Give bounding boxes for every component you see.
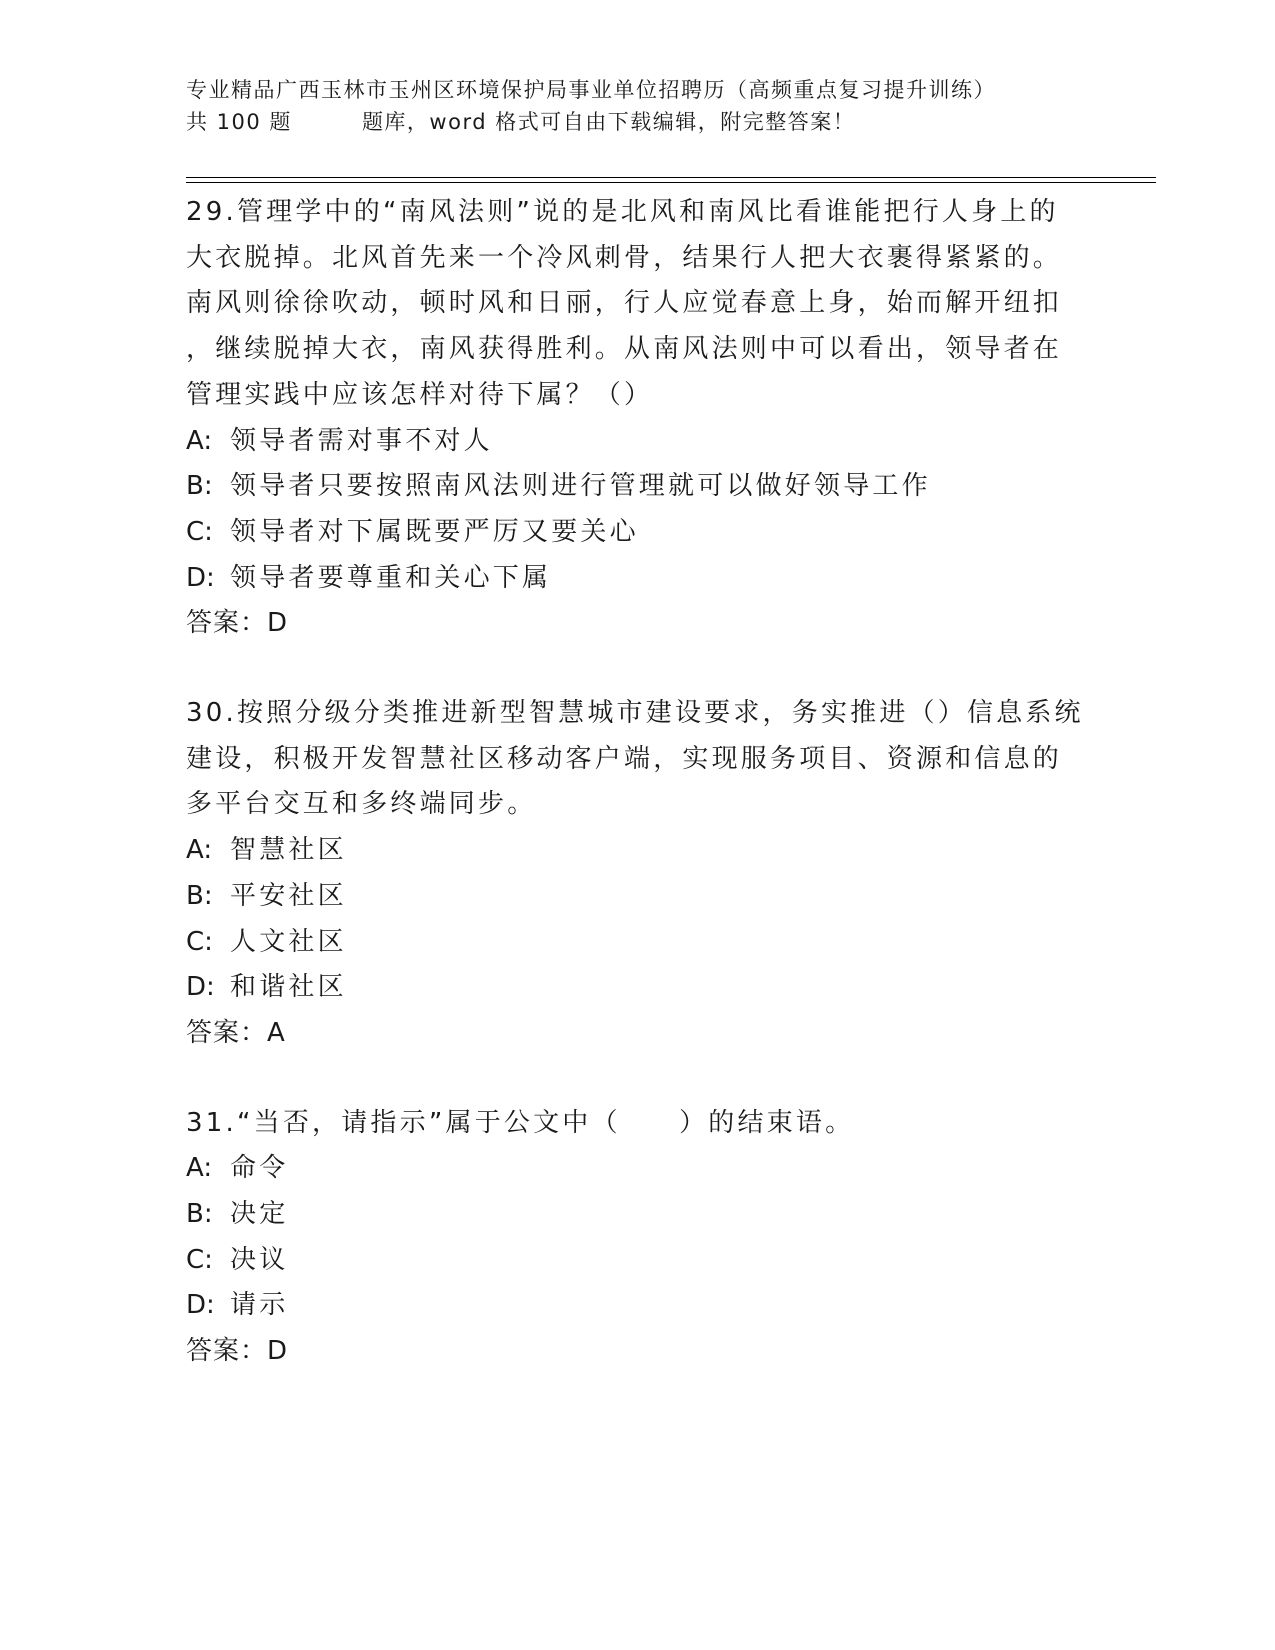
option-a	[186, 419, 1086, 465]
option-d	[186, 1283, 1086, 1329]
question-list	[186, 190, 1086, 1419]
option-text: 请示	[230, 1290, 289, 1321]
option-b	[186, 1192, 1086, 1238]
option-text: 和谐社区	[230, 972, 347, 1003]
option-text: 命令	[230, 1153, 289, 1184]
document-header	[186, 74, 1086, 138]
answer-line: 答案：D	[186, 608, 289, 639]
option-key: B:	[186, 471, 213, 502]
option-a	[186, 1146, 1086, 1192]
header-title: 专业精品广西玉林市玉州区环境保护局事业单位招聘历（高频重点复习提升训练）	[186, 78, 996, 102]
option-text: 决议	[230, 1244, 289, 1275]
answer-line: 答案：D	[186, 1336, 289, 1367]
option-key: A:	[186, 835, 213, 866]
option-c	[186, 510, 1086, 556]
option-text: 领导者只要按照南风法则进行管理就可以做好领导工作	[230, 471, 931, 502]
option-text: 决定	[230, 1199, 289, 1230]
option-text: 平安社区	[230, 880, 347, 911]
option-text: 领导者要尊重和关心下属	[230, 562, 552, 593]
option-b	[186, 874, 1086, 920]
question-stem-line: 建设，积极开发智慧社区移动客户端，实现服务项目、资源和信息的	[186, 743, 1063, 774]
option-key: B:	[186, 880, 213, 911]
question-31	[186, 1101, 1086, 1375]
option-text: 人文社区	[230, 926, 347, 957]
option-key: D:	[186, 1290, 215, 1321]
option-text: 领导者需对事不对人	[230, 425, 493, 456]
question-stem-line: ，继续脱掉大衣，南风获得胜利。从南风法则中可以看出，领导者在	[186, 334, 1063, 365]
header-subtitle	[186, 106, 1086, 138]
option-text: 领导者对下属既要严厉又要关心	[230, 516, 639, 547]
header-divider-bottom	[186, 182, 1156, 183]
option-a	[186, 828, 1086, 874]
header-divider-top	[186, 177, 1156, 178]
question-stem-line: 管理实践中应该怎样对待下属？（）	[186, 379, 654, 410]
option-d	[186, 556, 1086, 602]
question-stem-line: 31.“当否，请指示”属于公文中（ ）的结束语。	[186, 1107, 855, 1138]
option-key: C:	[186, 1244, 213, 1275]
question-stem-line: 29.管理学中的“南风法则”说的是北风和南风比看谁能把行人身上的	[186, 197, 1059, 227]
question-30	[186, 691, 1086, 1057]
option-key: D:	[186, 972, 215, 1003]
question-stem-line: 多平台交互和多终端同步。	[186, 789, 537, 820]
option-key: C:	[186, 516, 213, 547]
header-description: 题库，word 格式可自由下载编辑，附完整答案！	[361, 110, 856, 134]
question-stem-line: 30.按照分级分类推进新型智慧城市建设要求，务实推进（）信息系统	[186, 698, 1084, 729]
option-b	[186, 464, 1086, 510]
answer-line: 答案：A	[186, 1017, 286, 1048]
option-text: 智慧社区	[230, 835, 347, 866]
option-c	[186, 920, 1086, 966]
option-key: C:	[186, 926, 213, 957]
option-key: B:	[186, 1199, 213, 1230]
header-question-count: 共 100 题	[186, 110, 292, 134]
option-d	[186, 965, 1086, 1011]
option-key: D:	[186, 562, 215, 593]
option-c	[186, 1238, 1086, 1284]
question-stem-line: 大衣脱掉。北风首先来一个冷风刺骨，结果行人把大衣裹得紧紧的。	[186, 242, 1063, 273]
question-29	[186, 190, 1086, 647]
question-stem-line: 南风则徐徐吹动，顿时风和日丽，行人应觉春意上身，始而解开纽扣	[186, 288, 1063, 319]
option-key: A:	[186, 425, 213, 456]
option-key: A:	[186, 1153, 213, 1184]
